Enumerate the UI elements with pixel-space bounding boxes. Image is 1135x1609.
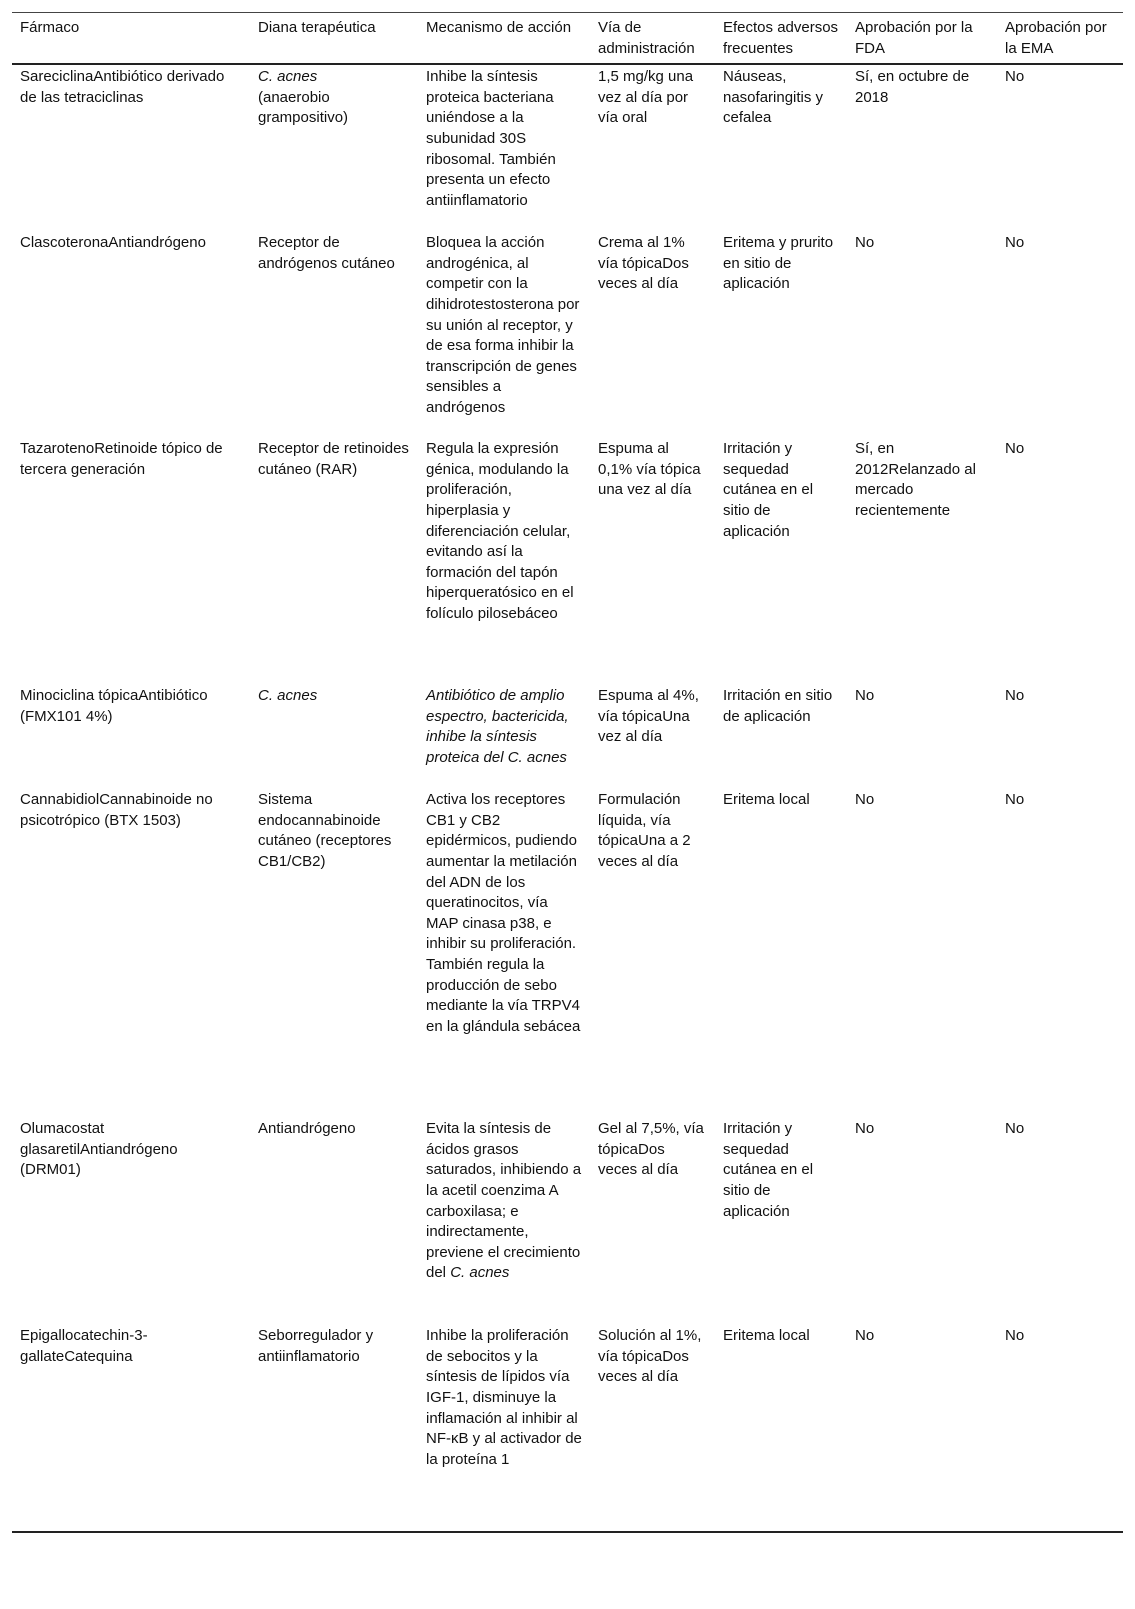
- cell-adverse: Náuseas, nasofaringitis y cefalea: [723, 68, 824, 127]
- table-row: [12, 231, 1123, 437]
- cell-ema: No: [1005, 440, 1025, 458]
- cell-route: Crema al 1% vía tópicaDos veces al día: [598, 234, 689, 293]
- target-extra: (anaerobio grampositivo): [258, 88, 349, 127]
- cell-fda: Sí, en octubre de 2018: [855, 68, 970, 106]
- cell-mechanism: Bloquea la acción androgénica, al competir con la dihidrotestosterona por su unión al receptor, y de esa forma inhibir la transcripción de genes sensibles a andrógenos: [426, 234, 580, 416]
- table-row: [12, 437, 1123, 684]
- cell-mechanism: Activa los receptores CB1 y CB2 epidérmicos, pudiendo aumentar la metilación del ADN de los queratinocitos, vía MAP cinasa p38, e inhibir su proliferación. También regula la producción de sebo mediante la vía TRPV4 en la glándula sebácea: [426, 791, 581, 1035]
- cell-route: Solución al 1%, vía tópicaDos veces al día: [598, 1327, 702, 1386]
- cell-target: Receptor de andrógenos cutáneo: [258, 234, 395, 272]
- cell-target: C. acnes: [258, 687, 318, 705]
- cell-target: Receptor de retinoides cutáneo (RAR): [258, 440, 409, 478]
- cell-drug: CannabidiolCannabinoide no psicotrópico (BTX 1503): [20, 791, 213, 829]
- cell-target: Seborregulador y antiinflamatorio: [258, 1327, 374, 1365]
- cell-adverse: Eritema local: [723, 1327, 810, 1345]
- cell-adverse: Irritación en sitio de aplicación: [723, 687, 833, 725]
- route-text: 1,5 mg/kg una vez al día por vía oral: [598, 68, 694, 127]
- cell-target: Sistema endocannabinoide cutáneo (receptores CB1/CB2): [258, 791, 392, 870]
- header-efectos: Efectos adversos frecuentes: [723, 19, 839, 57]
- cell-fda: No: [855, 234, 875, 252]
- table-header-row: [12, 13, 1123, 63]
- mechanism-text: Evita la síntesis de ácidos grasos saturados, inhibiendo a la acetil coenzima A carboxilasa; e indirectamente, previene el crecimiento del: [426, 1120, 582, 1282]
- target-organism: C. acnes: [258, 68, 318, 86]
- table-row: [12, 684, 1123, 788]
- cell-drug: Epigallocatechin-3-gallateCatequina: [20, 1327, 148, 1365]
- cell-fda: No: [855, 791, 875, 809]
- table-row: [12, 1324, 1123, 1531]
- cell-ema: No: [1005, 791, 1025, 809]
- cell-route: Espuma al 4%, vía tópicaUna vez al día: [598, 687, 699, 746]
- cell-mechanism: Regula la expresión génica, modulando la proliferación, hiperplasia y diferenciación celular, evitando así la formación del tapón hiperqueratósico en el folículo pilosebáceo: [426, 440, 574, 622]
- cell-mechanism: Inhibe la síntesis proteica bacteriana uniéndose a la subunidad 30S ribosomal. También presenta un efecto antiinflamatorio: [426, 68, 556, 209]
- cell-mechanism: Antibiótico de amplio espectro, bactericida, inhibe la síntesis proteica del C. acnes: [426, 687, 569, 766]
- cell-adverse: Irritación y sequedad cutánea en el sitio de aplicación: [723, 1120, 814, 1220]
- cell-drug: TazarotenoRetinoide tópico de tercera generación: [20, 440, 223, 478]
- cell-fda: No: [855, 1120, 875, 1138]
- header-farmaco: Fármaco: [20, 19, 80, 36]
- cell-ema: No: [1005, 1120, 1025, 1138]
- cell-drug: ClascoteronaAntiandrógeno: [20, 234, 206, 252]
- cell-drug: Minociclina tópicaAntibiótico (FMX101 4%): [20, 687, 208, 725]
- mechanism-organism: C. acnes: [450, 1264, 510, 1282]
- cell-drug: SareciclinaAntibiótico derivado de las tetraciclinas: [20, 68, 225, 106]
- cell-ema: No: [1005, 1327, 1025, 1345]
- header-ema: Aprobación por la EMA: [1005, 19, 1107, 57]
- header-fda: Aprobación por la FDA: [855, 19, 973, 57]
- cell-fda: No: [855, 687, 875, 705]
- table-row: [12, 65, 1123, 231]
- cell-fda: No: [855, 1327, 875, 1345]
- header-mecanismo: Mecanismo de acción: [426, 19, 572, 36]
- drug-table: [12, 13, 1123, 1531]
- cell-ema: No: [1005, 68, 1025, 86]
- cell-mechanism: Inhibe la proliferación de sebocitos y la síntesis de lípidos vía IGF-1, disminuye la inflamación al inhibir al NF-κB y al activador de la proteína 1: [426, 1327, 582, 1468]
- cell-ema: No: [1005, 687, 1025, 705]
- cell-target: Antiandrógeno: [258, 1120, 356, 1138]
- cell-drug: Olumacostat glasaretilAntiandrógeno (DRM01): [20, 1120, 178, 1179]
- cell-mechanism: [418, 1117, 590, 1324]
- cell-fda: Sí, en 2012Relanzado al mercado recientemente: [855, 440, 976, 519]
- table-bottom-rule: [12, 1531, 1123, 1533]
- cell-ema: No: [1005, 234, 1025, 252]
- table-row: [12, 1117, 1123, 1324]
- cell-adverse: Eritema local: [723, 791, 810, 809]
- header-via: Vía de administración: [598, 19, 695, 57]
- cell-target: [250, 65, 418, 231]
- cell-route: Gel al 7,5%, vía tópicaDos veces al día: [598, 1120, 704, 1179]
- cell-adverse: Irritación y sequedad cutánea en el sitio de aplicación: [723, 440, 814, 540]
- cell-route: Espuma al 0,1% vía tópica una vez al día: [598, 440, 701, 499]
- header-diana: Diana terapéutica: [258, 19, 376, 36]
- cell-route: Formulación líquida, vía tópicaUna a 2 veces al día: [598, 791, 691, 870]
- table-row: [12, 788, 1123, 1117]
- cell-adverse: Eritema y prurito en sitio de aplicación: [723, 234, 834, 293]
- drug-table-container: [12, 12, 1123, 1533]
- cell-route: [590, 65, 715, 231]
